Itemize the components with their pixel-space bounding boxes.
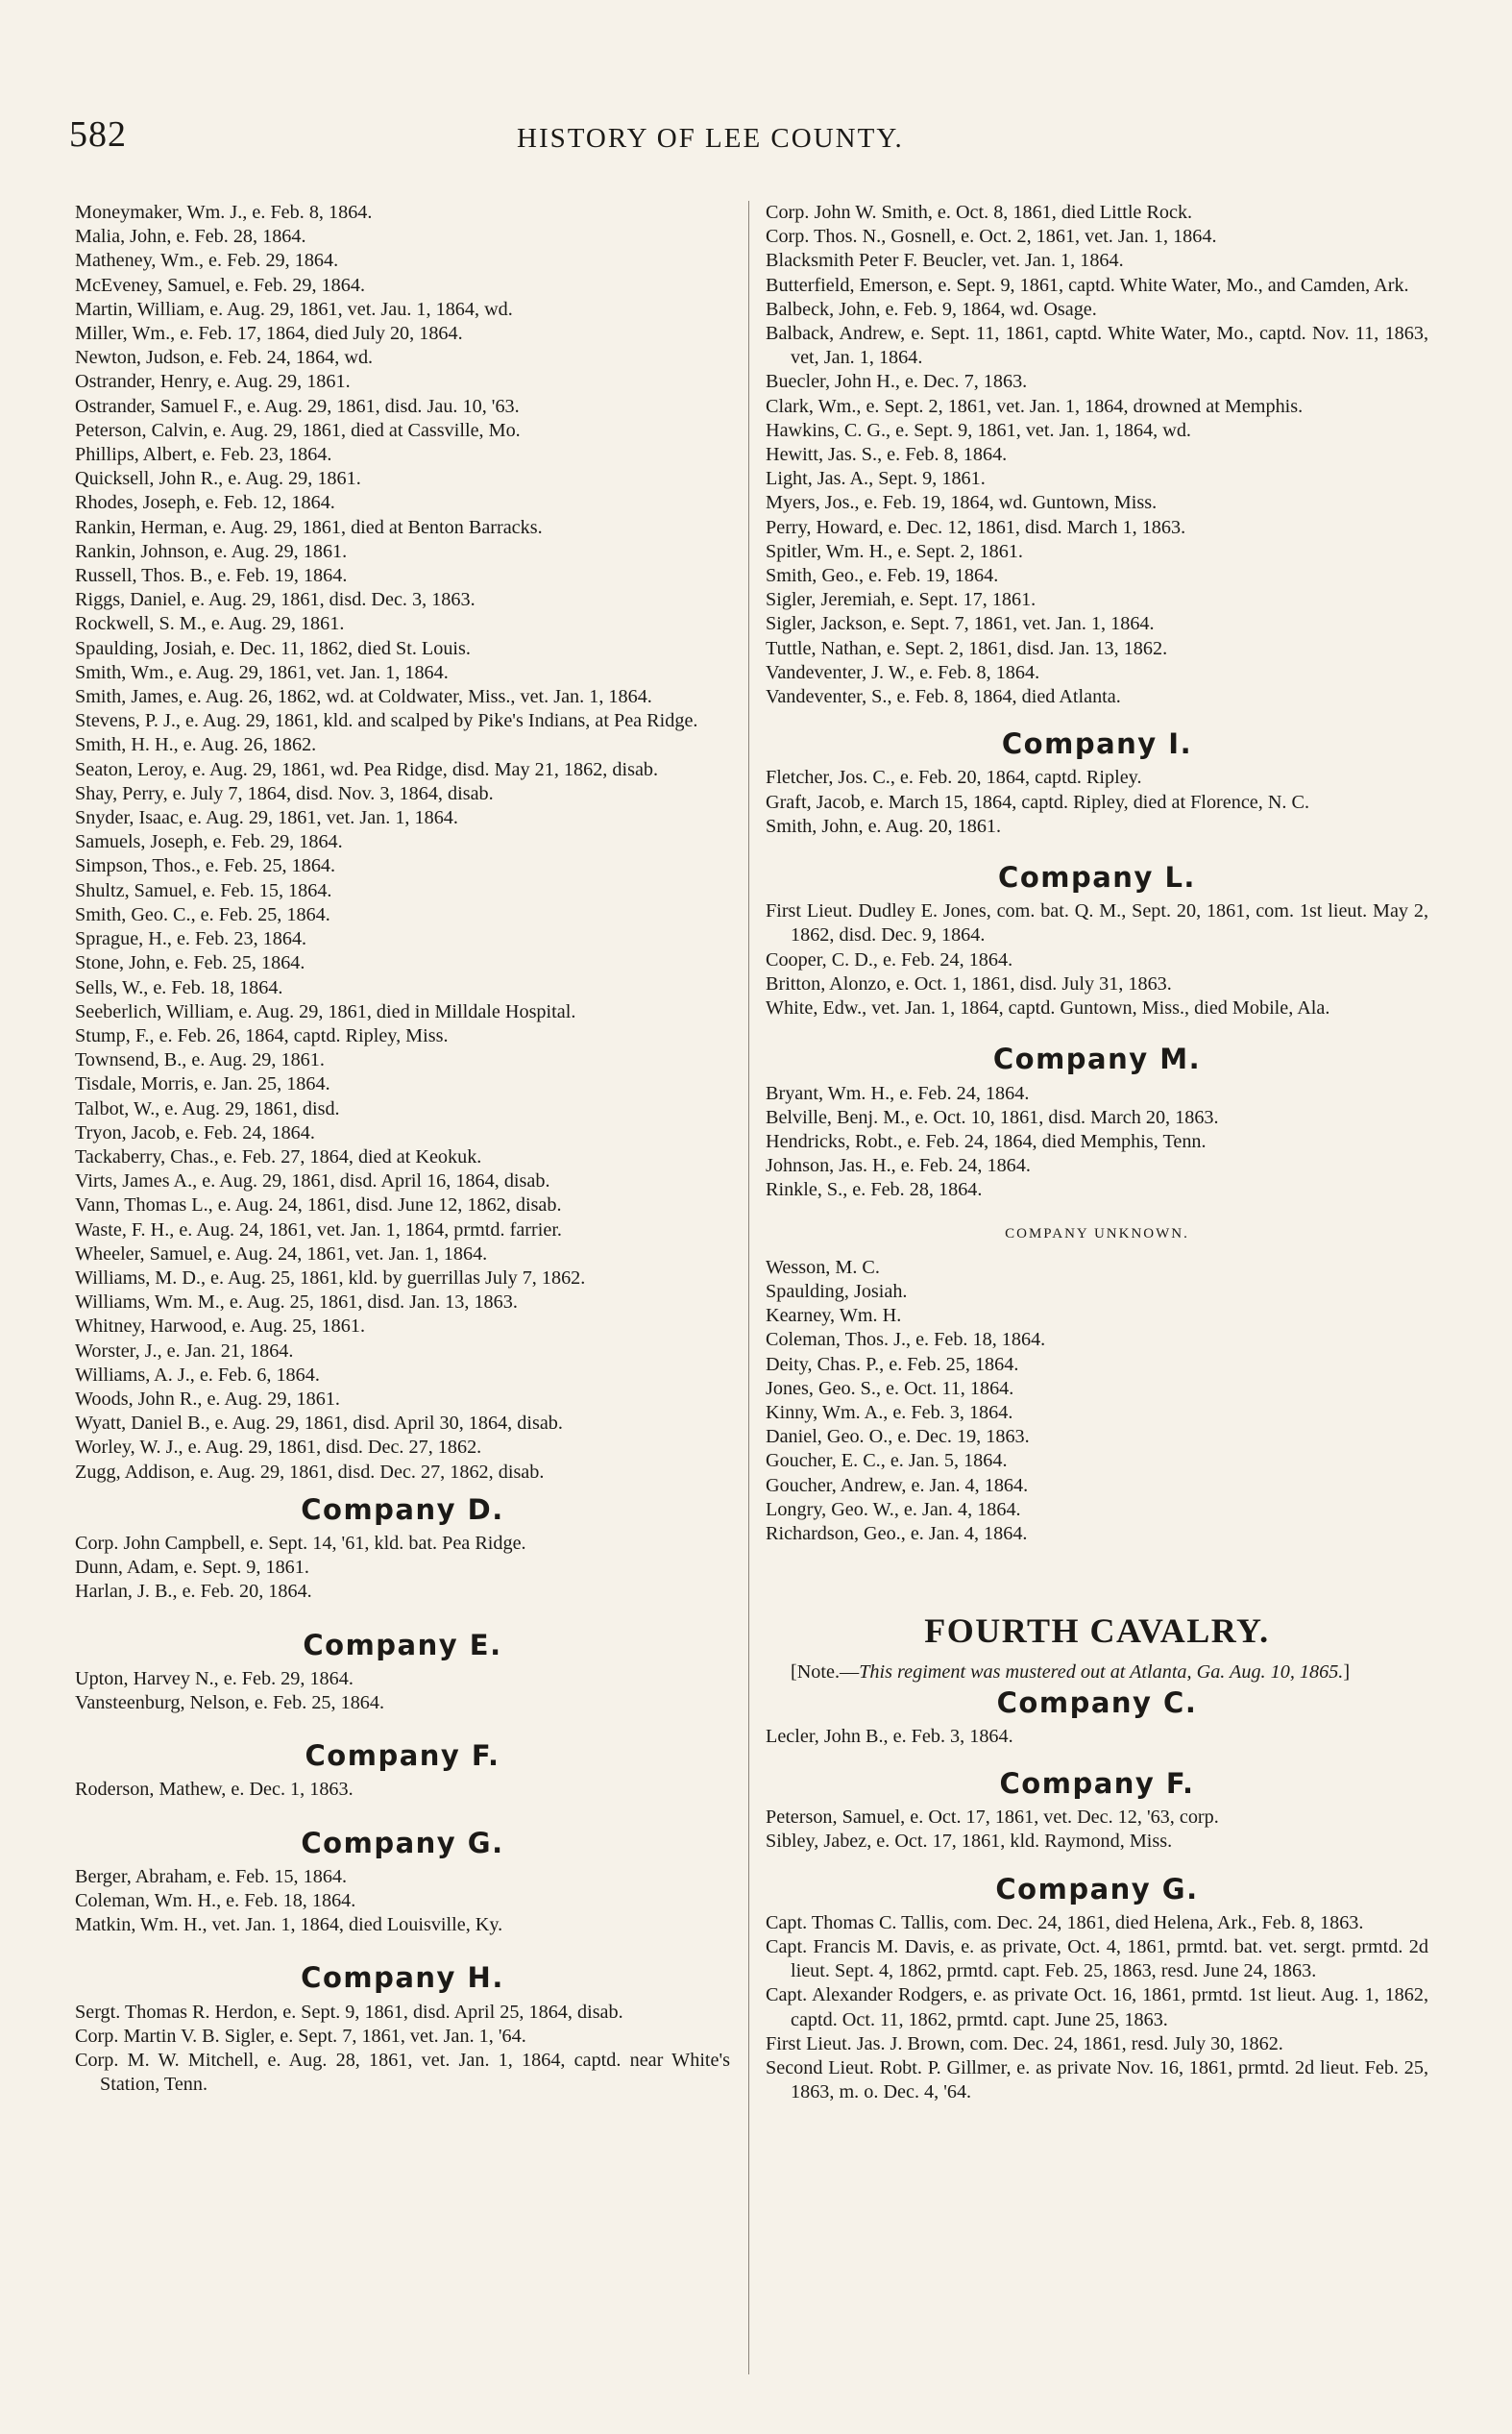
note-text: This regiment was mustered out at Atlanta, Ga. Aug. 10, 1865. bbox=[859, 1661, 1344, 1684]
roster-entry: Spaulding, Josiah. bbox=[766, 1280, 908, 1302]
roster-entry: Butterfield, Emerson, e. Sept. 9, 1861, captd. White Water, Mo., and Camden, Ark. bbox=[766, 274, 1409, 296]
roster-entry: Shultz, Samuel, e. Feb. 15, 1864. bbox=[75, 879, 332, 901]
company-heading: Company I. bbox=[1001, 727, 1193, 761]
roster-list bbox=[766, 1256, 1428, 1546]
roster-entry: Perry, Howard, e. Dec. 12, 1861, disd. March 1, 1863. bbox=[766, 516, 1186, 538]
roster-entry: Clark, Wm., e. Sept. 2, 1861, vet. Jan. 1, 1864, drowned at Memphis. bbox=[766, 395, 1304, 417]
roster-entry: Seaton, Leroy, e. Aug. 29, 1861, wd. Pea Ridge, disd. May 21, 1862, disab. bbox=[75, 758, 659, 780]
page-number: 582 bbox=[69, 114, 127, 155]
roster-entry: White, Edw., vet. Jan. 1, 1864, captd. Guntown, Miss., died Mobile, Ala. bbox=[766, 997, 1330, 1020]
roster-entry: Vandeventer, J. W., e. Feb. 8, 1864. bbox=[766, 661, 1040, 683]
company-i-section bbox=[766, 727, 1428, 839]
roster-list bbox=[75, 1667, 730, 1715]
roster-entry: Ostrander, Samuel F., e. Aug. 29, 1861, disd. Jau. 10, '63. bbox=[75, 395, 520, 417]
company-heading: Company G. bbox=[301, 1826, 504, 1859]
roster-list bbox=[766, 1911, 1428, 2105]
roster-entry: Zugg, Addison, e. Aug. 29, 1861, disd. Dec. 27, 1862, disab. bbox=[75, 1461, 545, 1483]
roster-entry: Goucher, E. C., e. Jan. 5, 1864. bbox=[766, 1450, 1008, 1472]
roster-entry: Sigler, Jackson, e. Sept. 7, 1861, vet. Jan. 1, 1864. bbox=[766, 613, 1155, 635]
roster-entry: Corp. Thos. N., Gosnell, e. Oct. 2, 1861, vet. Jan. 1, 1864. bbox=[766, 226, 1217, 248]
roster-entry: Wyatt, Daniel B., e. Aug. 29, 1861, disd. April 30, 1864, disab. bbox=[75, 1413, 563, 1435]
company-g-section bbox=[75, 1826, 730, 1938]
roster-entry: Cooper, C. D., e. Feb. 24, 1864. bbox=[766, 948, 1013, 971]
roster-entry: Quicksell, John R., e. Aug. 29, 1861. bbox=[75, 468, 361, 490]
roster-entry: Tackaberry, Chas., e. Feb. 27, 1864, died at Keokuk. bbox=[75, 1145, 482, 1168]
roster-entry: Hendricks, Robt., e. Feb. 24, 1864, died Memphis, Tenn. bbox=[766, 1130, 1207, 1152]
roster-entry: McEveney, Samuel, e. Feb. 29, 1864. bbox=[75, 274, 366, 296]
roster-entry: Goucher, Andrew, e. Jan. 4, 1864. bbox=[766, 1474, 1029, 1496]
roster-entry: Miller, Wm., e. Feb. 17, 1864, died July 20, 1864. bbox=[75, 323, 463, 345]
company-e-section bbox=[75, 1628, 730, 1716]
roster-entry: Kinny, Wm. A., e. Feb. 3, 1864. bbox=[766, 1401, 1013, 1423]
roster-entry: Wesson, M. C. bbox=[766, 1256, 880, 1278]
roster-entry: Corp. John W. Smith, e. Oct. 8, 1861, died Little Rock. bbox=[766, 202, 1193, 223]
company-heading: Company L. bbox=[998, 861, 1196, 895]
roster-entry: Stump, F., e. Feb. 26, 1864, captd. Ripley, Miss. bbox=[75, 1024, 449, 1046]
roster-entry: Corp. John Campbell, e. Sept. 14, '61, kld. bat. Pea Ridge. bbox=[75, 1532, 526, 1554]
roster-entry: Virts, James A., e. Aug. 29, 1861, disd. April 16, 1864, disab. bbox=[75, 1170, 550, 1192]
company-heading: Company C. bbox=[996, 1685, 1198, 1719]
roster-entry: Rinkle, S., e. Feb. 28, 1864. bbox=[766, 1179, 983, 1201]
roster-entry: Worley, W. J., e. Aug. 29, 1861, disd. Dec. 27, 1862. bbox=[75, 1437, 482, 1459]
roster-entry: Peterson, Calvin, e. Aug. 29, 1861, died at Cassville, Mo. bbox=[75, 419, 521, 441]
roster-list bbox=[75, 201, 730, 1485]
roster-list bbox=[766, 766, 1428, 839]
column-rule bbox=[748, 201, 749, 2374]
roster-entry: Williams, A. J., e. Feb. 6, 1864. bbox=[75, 1364, 320, 1386]
roster-entry: Vandeventer, S., e. Feb. 8, 1864, died Atlanta. bbox=[766, 686, 1121, 708]
company-heading: Company H. bbox=[301, 1961, 504, 1995]
roster-entry: Lecler, John B., e. Feb. 3, 1864. bbox=[766, 1725, 1013, 1747]
company-f-section bbox=[75, 1739, 730, 1802]
roster-entry: Worster, J., e. Jan. 21, 1864. bbox=[75, 1340, 294, 1362]
roster-entry: Rockwell, S. M., e. Aug. 29, 1861. bbox=[75, 613, 345, 635]
roster-entry: Fletcher, Jos. C., e. Feb. 20, 1864, captd. Ripley. bbox=[766, 767, 1142, 789]
company-h-section bbox=[75, 1961, 730, 2097]
roster-entry: Spaulding, Josiah, e. Dec. 11, 1862, died St. Louis. bbox=[75, 637, 471, 659]
roster-entry: Moneymaker, Wm. J., e. Feb. 8, 1864. bbox=[75, 202, 373, 223]
roster-list bbox=[766, 1082, 1428, 1203]
company-heading: Company M. bbox=[992, 1043, 1202, 1076]
roster-list bbox=[766, 899, 1428, 1020]
roster-entry: Buecler, John H., e. Dec. 7, 1863. bbox=[766, 371, 1028, 393]
roster-entry: Snyder, Isaac, e. Aug. 29, 1861, vet. Jan. 1, 1864. bbox=[75, 807, 458, 829]
roster-entry: Sergt. Thomas R. Herdon, e. Sept. 9, 1861, disd. April 25, 1864, disab. bbox=[75, 2001, 623, 2023]
roster-entry: Capt. Alexander Rodgers, e. as private Oct. 16, 1861, prmtd. 1st lieut. Aug. 1, 1862, captd. Oct. 11, 1862, prmtd. capt. June 25, 1863. bbox=[766, 1984, 1428, 2030]
roster-list bbox=[75, 1532, 730, 1605]
roster-entry: Townsend, B., e. Aug. 29, 1861. bbox=[75, 1049, 325, 1071]
roster-entry: Berger, Abraham, e. Feb. 15, 1864. bbox=[75, 1865, 348, 1887]
roster-entry: Vann, Thomas L., e. Aug. 24, 1861, disd. June 12, 1862, disab. bbox=[75, 1194, 562, 1217]
running-head: HISTORY OF LEE COUNTY. bbox=[517, 123, 904, 154]
roster-entry: Shay, Perry, e. July 7, 1864, disd. Nov. 3, 1864, disab. bbox=[75, 782, 494, 804]
roster-entry: Rhodes, Joseph, e. Feb. 12, 1864. bbox=[75, 492, 335, 514]
company-g-section bbox=[766, 1872, 1428, 2105]
roster-entry: Britton, Alonzo, e. Oct. 1, 1861, disd. July 31, 1863. bbox=[766, 972, 1172, 995]
company-m-section bbox=[766, 1043, 1428, 1202]
roster-entry: Malia, John, e. Feb. 28, 1864. bbox=[75, 226, 306, 248]
company-l-section bbox=[766, 861, 1428, 1020]
roster-entry: Sibley, Jabez, e. Oct. 17, 1861, kld. Raymond, Miss. bbox=[766, 1831, 1173, 1853]
roster-entry: Stevens, P. J., e. Aug. 29, 1861, kld. and scalped by Pike's Indians, at Pea Ridge. bbox=[75, 710, 698, 732]
roster-list bbox=[75, 2001, 730, 2098]
company-heading: Company E. bbox=[303, 1628, 502, 1661]
roster-entry: Rankin, Herman, e. Aug. 29, 1861, died at Benton Barracks. bbox=[75, 516, 543, 538]
fourth-cavalry-section bbox=[766, 1611, 1428, 2104]
roster-entry: Capt. Thomas C. Tallis, com. Dec. 24, 1861, died Helena, Ark., Feb. 8, 1863. bbox=[766, 1911, 1364, 1933]
note-close: ] bbox=[1343, 1661, 1351, 1684]
roster-entry: Sigler, Jeremiah, e. Sept. 17, 1861. bbox=[766, 589, 1036, 611]
roster-entry: Roderson, Mathew, e. Dec. 1, 1863. bbox=[75, 1779, 354, 1801]
roster-entry: First Lieut. Jas. J. Brown, com. Dec. 24, 1861, resd. July 30, 1862. bbox=[766, 2032, 1283, 2054]
company-heading: Company G. bbox=[995, 1872, 1199, 1905]
regiment-note bbox=[766, 1660, 1428, 1684]
roster-entry: Stone, John, e. Feb. 25, 1864. bbox=[75, 952, 305, 974]
roster-entry: Matkin, Wm. H., vet. Jan. 1, 1864, died Louisville, Ky. bbox=[75, 1914, 503, 1936]
roster-entry: Simpson, Thos., e. Feb. 25, 1864. bbox=[75, 855, 336, 877]
roster-entry: Deity, Chas. P., e. Feb. 25, 1864. bbox=[766, 1353, 1019, 1375]
company-heading: Company F. bbox=[999, 1766, 1195, 1800]
roster-entry: Harlan, J. B., e. Feb. 20, 1864. bbox=[75, 1581, 312, 1603]
roster-entry: Belville, Benj. M., e. Oct. 10, 1861, disd. March 20, 1863. bbox=[766, 1106, 1219, 1128]
regiment-heading: FOURTH CAVALRY. bbox=[924, 1611, 1270, 1651]
roster-entry: Wheeler, Samuel, e. Aug. 24, 1861, vet. Jan. 1, 1864. bbox=[75, 1242, 488, 1265]
roster-entry: Phillips, Albert, e. Feb. 23, 1864. bbox=[75, 444, 332, 466]
roster-entry: Longry, Geo. W., e. Jan. 4, 1864. bbox=[766, 1498, 1021, 1520]
company-unknown-heading: COMPANY UNKNOWN. bbox=[1005, 1225, 1189, 1242]
roster-entry: First Lieut. Dudley E. Jones, com. bat. Q. M., Sept. 20, 1861, com. 1st lieut. May 2, 1862, disd. Dec. 9, 1864. bbox=[766, 900, 1428, 947]
roster-entry: Williams, Wm. M., e. Aug. 25, 1861, disd. Jan. 13, 1863. bbox=[75, 1291, 518, 1314]
roster-entry: Vansteenburg, Nelson, e. Feb. 25, 1864. bbox=[75, 1691, 385, 1713]
roster-entry: Balbeck, John, e. Feb. 9, 1864, wd. Osage. bbox=[766, 298, 1097, 320]
roster-entry: Sells, W., e. Feb. 18, 1864. bbox=[75, 976, 283, 998]
note-open: [Note.— bbox=[791, 1661, 860, 1684]
roster-entry: Daniel, Geo. O., e. Dec. 19, 1863. bbox=[766, 1426, 1030, 1448]
roster-entry: Matheney, Wm., e. Feb. 29, 1864. bbox=[75, 250, 339, 272]
company-unknown-section bbox=[766, 1222, 1428, 1547]
roster-entry: Jones, Geo. S., e. Oct. 11, 1864. bbox=[766, 1377, 1014, 1399]
roster-entry: Spitler, Wm. H., e. Sept. 2, 1861. bbox=[766, 540, 1023, 562]
roster-entry: Waste, F. H., e. Aug. 24, 1861, vet. Jan. 1, 1864, prmtd. farrier. bbox=[75, 1218, 562, 1241]
roster-entry: Richardson, Geo., e. Jan. 4, 1864. bbox=[766, 1522, 1028, 1544]
roster-entry: Dunn, Adam, e. Sept. 9, 1861. bbox=[75, 1557, 309, 1579]
roster-entry: Smith, John, e. Aug. 20, 1861. bbox=[766, 815, 1002, 837]
roster-entry: Williams, M. D., e. Aug. 25, 1861, kld. by guerrillas July 7, 1862. bbox=[75, 1266, 586, 1289]
roster-entry: Tuttle, Nathan, e. Sept. 2, 1861, disd. Jan. 13, 1862. bbox=[766, 637, 1168, 659]
roster-entry: Tryon, Jacob, e. Feb. 24, 1864. bbox=[75, 1121, 315, 1143]
roster-entry: Whitney, Harwood, e. Aug. 25, 1861. bbox=[75, 1315, 366, 1338]
company-f-section bbox=[766, 1766, 1428, 1855]
roster-entry: Corp. Martin V. B. Sigler, e. Sept. 7, 1861, vet. Jan. 1, '64. bbox=[75, 2025, 526, 2047]
left-column bbox=[75, 201, 730, 2097]
roster-entry: Talbot, W., e. Aug. 29, 1861, disd. bbox=[75, 1097, 340, 1119]
company-c-section bbox=[766, 1685, 1428, 1749]
right-column bbox=[766, 201, 1428, 2104]
roster-entry: Tisdale, Morris, e. Jan. 25, 1864. bbox=[75, 1073, 330, 1095]
roster-entry: Hewitt, Jas. S., e. Feb. 8, 1864. bbox=[766, 444, 1008, 466]
roster-entry: Balback, Andrew, e. Sept. 11, 1861, captd. White Water, Mo., captd. Nov. 11, 1863, vet, Jan. 1, 1864. bbox=[766, 323, 1428, 369]
roster-list bbox=[75, 1865, 730, 1938]
roster-entry: Bryant, Wm. H., e. Feb. 24, 1864. bbox=[766, 1082, 1030, 1104]
roster-list bbox=[75, 1778, 730, 1802]
roster-entry: Riggs, Daniel, e. Aug. 29, 1861, disd. Dec. 3, 1863. bbox=[75, 589, 476, 611]
roster-entry: Martin, William, e. Aug. 29, 1861, vet. Jau. 1, 1864, wd. bbox=[75, 298, 513, 320]
roster-entry: Coleman, Thos. J., e. Feb. 18, 1864. bbox=[766, 1329, 1046, 1351]
roster-entry: Capt. Francis M. Davis, e. as private, Oct. 4, 1861, prmtd. bat. vet. sergt. prmtd. 2d lieut. Sept. 4, 1862, prmtd. capt. Feb. 25, 1863, resd. June 24, 1863. bbox=[766, 1935, 1428, 1982]
roster-entry: Samuels, Joseph, e. Feb. 29, 1864. bbox=[75, 831, 343, 853]
roster-entry: Hawkins, C. G., e. Sept. 9, 1861, vet. Jan. 1, 1864, wd. bbox=[766, 419, 1191, 441]
roster-entry: Upton, Harvey N., e. Feb. 29, 1864. bbox=[75, 1667, 354, 1689]
roster-list bbox=[766, 1725, 1428, 1749]
roster-entry: Johnson, Jas. H., e. Feb. 24, 1864. bbox=[766, 1155, 1031, 1177]
roster-entry: Graft, Jacob, e. March 15, 1864, captd. Ripley, died at Florence, N. C. bbox=[766, 791, 1310, 813]
roster-entry: Woods, John R., e. Aug. 29, 1861. bbox=[75, 1388, 340, 1410]
roster-entry: Peterson, Samuel, e. Oct. 17, 1861, vet. Dec. 12, '63, corp. bbox=[766, 1807, 1219, 1829]
roster-entry: Second Lieut. Robt. P. Gillmer, e. as private Nov. 16, 1861, prmtd. 2d lieut. Feb. 25, 1863, m. o. Dec. 4, '64. bbox=[766, 2057, 1428, 2103]
roster-entry: Smith, Geo. C., e. Feb. 25, 1864. bbox=[75, 903, 330, 925]
roster-entry: Russell, Thos. B., e. Feb. 19, 1864. bbox=[75, 565, 348, 587]
company-heading: Company D. bbox=[301, 1492, 504, 1526]
roster-entry: Kearney, Wm. H. bbox=[766, 1305, 902, 1327]
company-heading: Company F. bbox=[305, 1739, 500, 1773]
roster-entry: Blacksmith Peter F. Beucler, vet. Jan. 1, 1864. bbox=[766, 250, 1124, 272]
roster-entry: Ostrander, Henry, e. Aug. 29, 1861. bbox=[75, 371, 351, 393]
roster-entry: Smith, H. H., e. Aug. 26, 1862. bbox=[75, 734, 317, 756]
roster-entry: Smith, Wm., e. Aug. 29, 1861, vet. Jan. 1, 1864. bbox=[75, 661, 449, 683]
roster-entry: Myers, Jos., e. Feb. 19, 1864, wd. Guntown, Miss. bbox=[766, 492, 1158, 514]
roster-entry: Seeberlich, William, e. Aug. 29, 1861, died in Milldale Hospital. bbox=[75, 1000, 576, 1022]
roster-entry: Smith, Geo., e. Feb. 19, 1864. bbox=[766, 565, 999, 587]
roster-list bbox=[766, 1806, 1428, 1854]
roster-list bbox=[766, 201, 1428, 709]
company-d-section bbox=[75, 1492, 730, 1605]
roster-entry: Sprague, H., e. Feb. 23, 1864. bbox=[75, 928, 307, 950]
roster-entry: Coleman, Wm. H., e. Feb. 18, 1864. bbox=[75, 1890, 356, 1911]
roster-entry: Rankin, Johnson, e. Aug. 29, 1861. bbox=[75, 540, 348, 562]
roster-entry: Newton, Judson, e. Feb. 24, 1864, wd. bbox=[75, 347, 374, 369]
roster-entry: Light, Jas. A., Sept. 9, 1861. bbox=[766, 468, 986, 490]
roster-entry: Smith, James, e. Aug. 26, 1862, wd. at Coldwater, Miss., vet. Jan. 1, 1864. bbox=[75, 686, 652, 708]
roster-entry: Corp. M. W. Mitchell, e. Aug. 28, 1861, vet. Jan. 1, 1864, captd. near White's Station, Tenn. bbox=[75, 2050, 730, 2096]
